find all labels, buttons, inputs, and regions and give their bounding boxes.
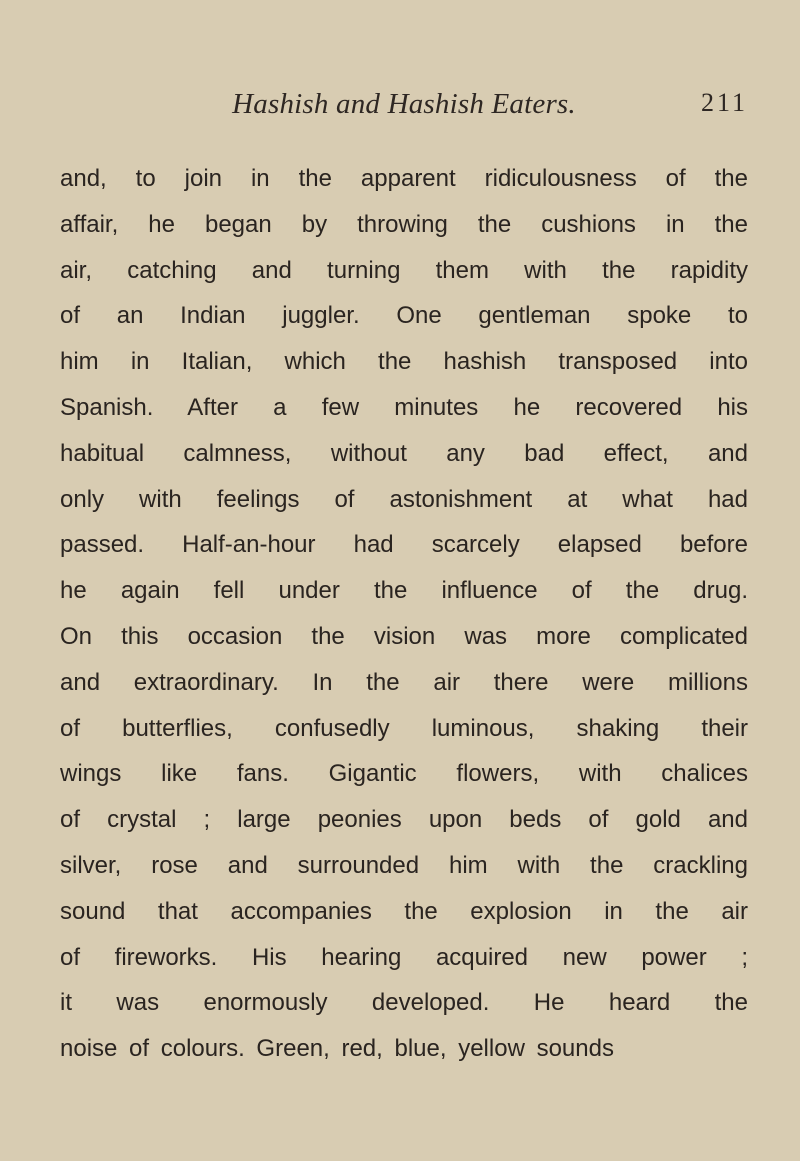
- text-line: of crystal ; large peonies upon beds of gold and: [60, 806, 748, 834]
- text-line: Spanish. After a few minutes he recovered his: [60, 393, 748, 421]
- text-line: of butterflies, confusedly luminous, shaking their: [60, 714, 748, 742]
- text-line: On this occasion the vision was more complicated: [60, 622, 748, 650]
- text-line: of an Indian juggler. One gentleman spoke to: [60, 302, 748, 330]
- body-text: [60, 156, 748, 1072]
- text-line: wings like fans. Gigantic flowers, with chalices: [60, 760, 748, 788]
- running-title: Hashish and Hashish Eaters.: [232, 88, 576, 120]
- text-line: air, catching and turning them with the rapidity: [60, 256, 748, 284]
- text-line: he again fell under the influence of the drug.: [60, 577, 748, 605]
- text-line: noise of colours. Green, red, blue, yellow sounds: [60, 1035, 614, 1063]
- text-line: it was enormously developed. He heard the: [60, 989, 748, 1017]
- running-header: [60, 88, 748, 128]
- text-line: affair, he began by throwing the cushions in the: [60, 210, 748, 238]
- text-line: only with feelings of astonishment at what had: [60, 485, 748, 513]
- text-line: of fireworks. His hearing acquired new power ;: [60, 943, 748, 971]
- text-line: habitual calmness, without any bad effect, and: [60, 439, 748, 467]
- text-line: passed. Half-an-hour had scarcely elapsed before: [60, 531, 748, 559]
- text-line: and, to join in the apparent ridiculousness of the: [60, 165, 748, 192]
- text-line: silver, rose and surrounded him with the crackling: [60, 851, 748, 879]
- text-line: him in Italian, which the hashish transposed into: [60, 348, 748, 376]
- text-line: sound that accompanies the explosion in the air: [60, 897, 748, 925]
- page-number: 211: [700, 88, 748, 117]
- text-line: and extraordinary. In the air there were millions: [60, 668, 748, 696]
